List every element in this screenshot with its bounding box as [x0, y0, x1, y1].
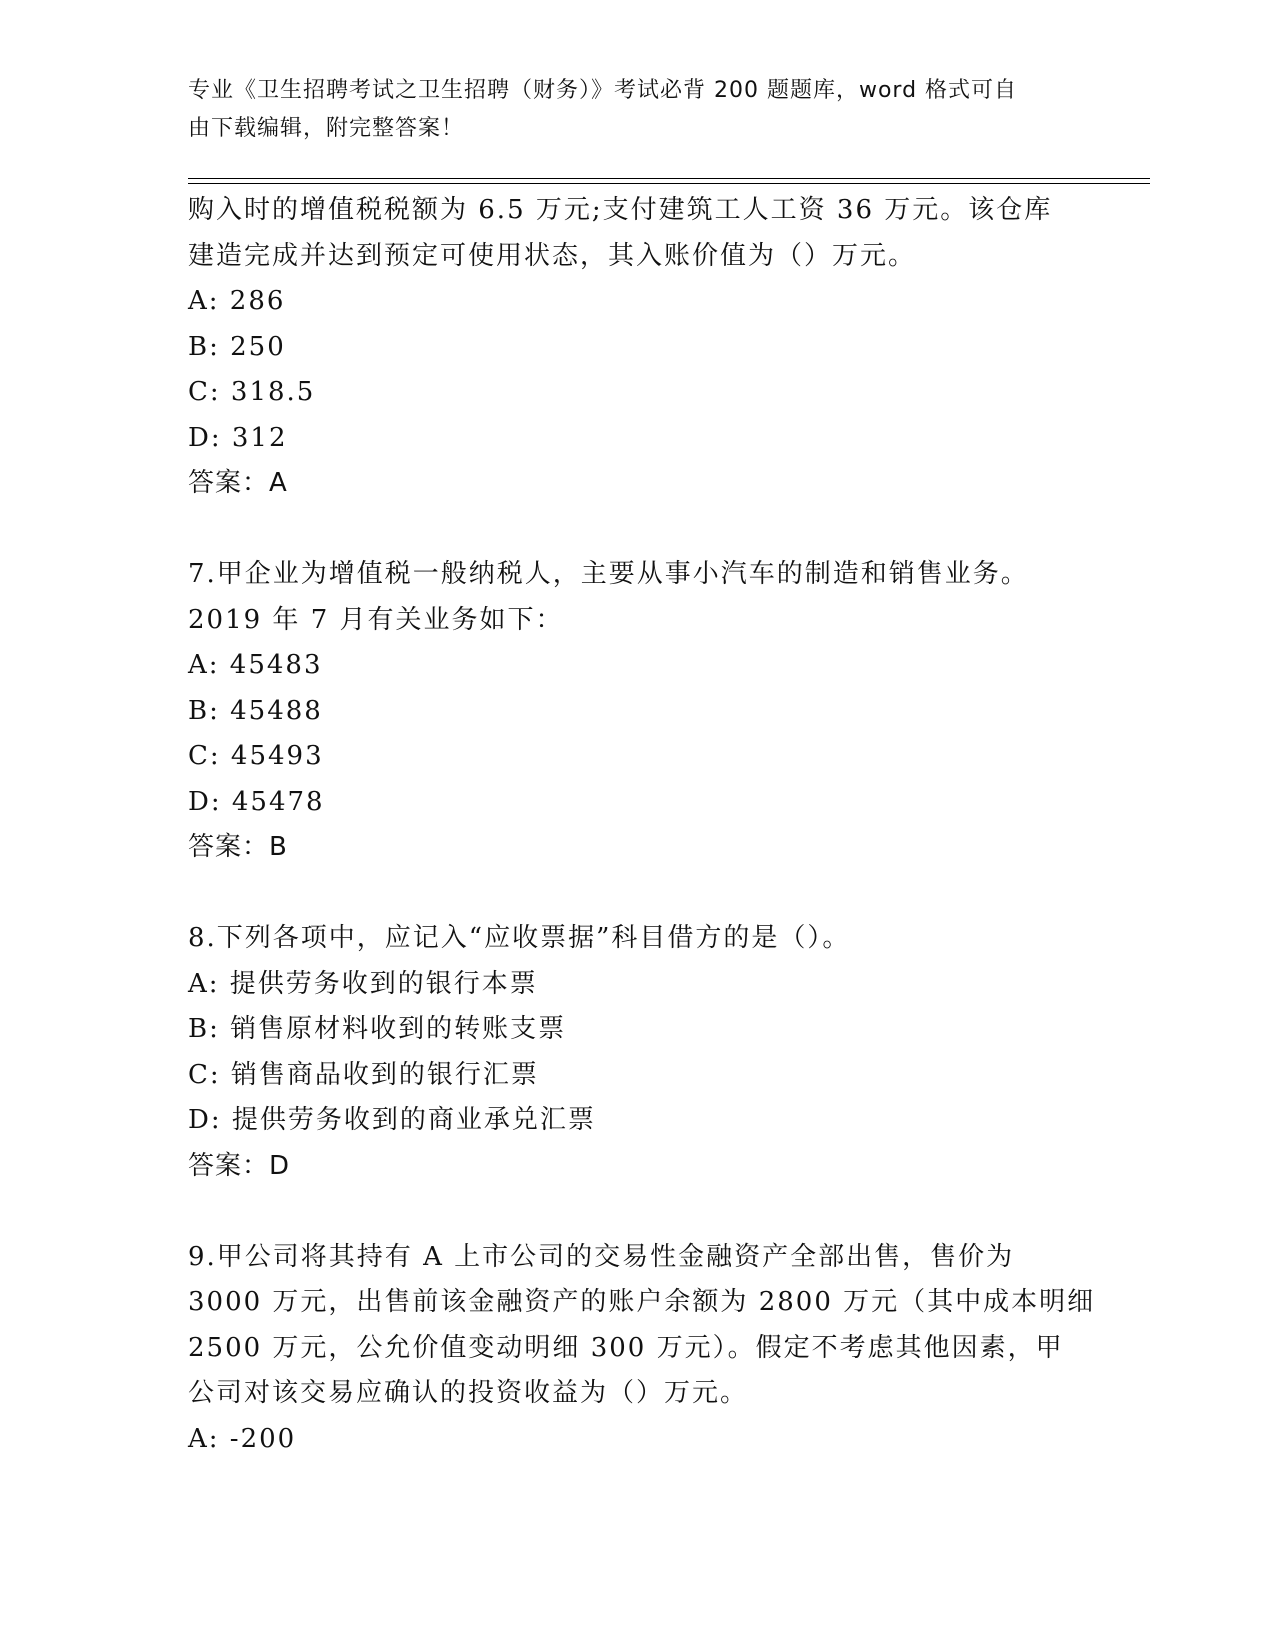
question-block: [188, 916, 1088, 1189]
question-text: 公司对该交易应确认的投资收益为（）万元。: [188, 1378, 749, 1408]
question-text: 2500 万元，公允价值变动明细 300 万元）。假定不考虑其他因素，甲: [188, 1332, 1064, 1363]
spacer: [188, 1189, 1088, 1235]
option-a: A: 286: [188, 286, 286, 316]
question-text: 2019 年 7 月有关业务如下：: [188, 604, 564, 635]
option-d: D: 提供劳务收到的商业承兑汇票: [188, 1105, 596, 1135]
option-d: D: 45478: [188, 786, 325, 817]
question-block: [188, 552, 1088, 871]
question-text: 购入时的增值税税额为 6.5 万元;支付建筑工人工资 36 万元。该仓库: [188, 195, 1053, 225]
question-text: 3000 万元，出售前该金融资产的账户余额为 2800 万元（其中成本明细: [188, 1287, 1096, 1317]
question-text: 9.甲公司将其持有 A 上市公司的交易性金融资产全部出售，售价为: [188, 1241, 1015, 1272]
page-header: [188, 72, 1068, 148]
option-a: A: 提供劳务收到的银行本票: [188, 968, 538, 999]
option-c: C: 销售商品收到的银行汇票: [188, 1059, 539, 1090]
header-divider-top: [188, 178, 1150, 179]
question-text: 7.甲企业为增值税一般纳税人，主要从事小汽车的制造和销售业务。: [188, 559, 1029, 589]
option-c: C: 318.5: [188, 377, 316, 407]
question-block: [188, 1235, 1096, 1463]
option-b: B: 45488: [188, 695, 323, 726]
option-c: C: 45493: [188, 741, 324, 771]
spacer: [188, 507, 1088, 553]
option-a: A: -200: [188, 1423, 297, 1454]
answer-label: 答案：B: [188, 832, 288, 862]
answer-label: 答案：D: [188, 1150, 291, 1181]
question-text: 8.下列各项中，应记入“应收票据”科目借方的是（）。: [188, 923, 851, 953]
option-d: D: 312: [188, 422, 288, 453]
header-line-1: 专业《卫生招聘考试之卫生招聘（财务）》考试必背 200 题题库，word 格式可自: [188, 78, 1018, 103]
answer-label: 答案：A: [188, 468, 288, 498]
question-block: [188, 188, 1088, 507]
option-b: B: 250: [188, 331, 286, 362]
header-line-2: 由下载编辑，附完整答案！: [188, 116, 465, 141]
question-text: 建造完成并达到预定可使用状态，其入账价值为（）万元。: [188, 240, 917, 271]
question-list: [188, 188, 1096, 1462]
header-divider-bottom: [188, 183, 1150, 184]
option-b: B: 销售原材料收到的转账支票: [188, 1014, 567, 1044]
option-a: A: 45483: [188, 650, 323, 680]
spacer: [188, 871, 1088, 917]
